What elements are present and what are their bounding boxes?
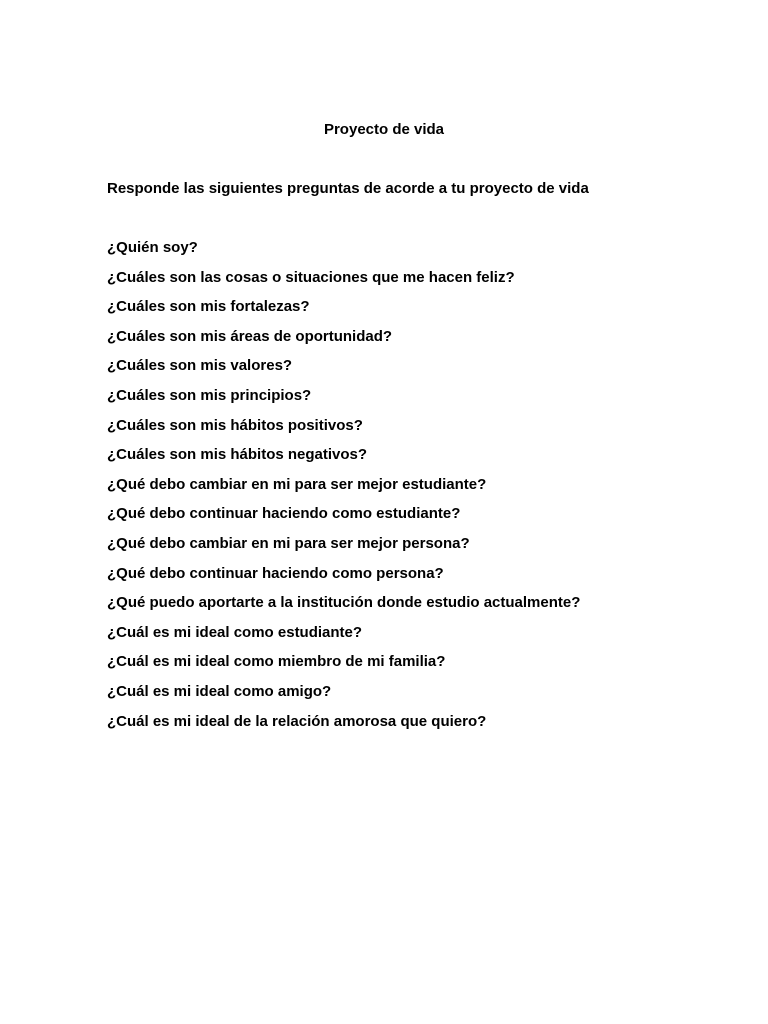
instructions-text: Responde las siguientes preguntas de acorde a tu proyecto de vida [107, 180, 589, 197]
question-item: ¿Cuál es mi ideal como amigo? [107, 682, 332, 700]
question-item: ¿Cuáles son mis áreas de oportunidad? [107, 327, 393, 345]
document-title: Proyecto de vida [323, 121, 445, 138]
question-item: ¿Cuál es mi ideal como estudiante? [107, 623, 363, 641]
question-item: ¿Cuál es mi ideal como miembro de mi familia? [107, 653, 446, 671]
question-list [107, 239, 580, 742]
question-item: ¿Cuáles son las cosas o situaciones que me hacen feliz? [107, 268, 515, 286]
question-item: ¿Cuáles son mis hábitos positivos? [107, 416, 363, 434]
question-item: ¿Quién soy? [107, 239, 198, 256]
question-item: ¿Cuáles son mis fortalezas? [107, 298, 310, 316]
question-item: ¿Qué debo cambiar en mi para ser mejor estudiante? [107, 475, 487, 493]
question-item: ¿Cuál es mi ideal de la relación amorosa que quiero? [107, 712, 487, 730]
question-item: ¿Cuáles son mis hábitos negativos? [107, 446, 368, 464]
question-item: ¿Cuáles son mis principios? [107, 386, 312, 404]
question-item: ¿Qué debo cambiar en mi para ser mejor persona? [107, 534, 470, 552]
question-item: ¿Qué debo continuar haciendo como estudiante? [107, 505, 461, 523]
question-item: ¿Qué debo continuar haciendo como persona? [107, 564, 444, 582]
question-item: ¿Qué puedo aportarte a la institución donde estudio actualmente? [107, 594, 581, 612]
question-item: ¿Cuáles son mis valores? [107, 357, 293, 375]
